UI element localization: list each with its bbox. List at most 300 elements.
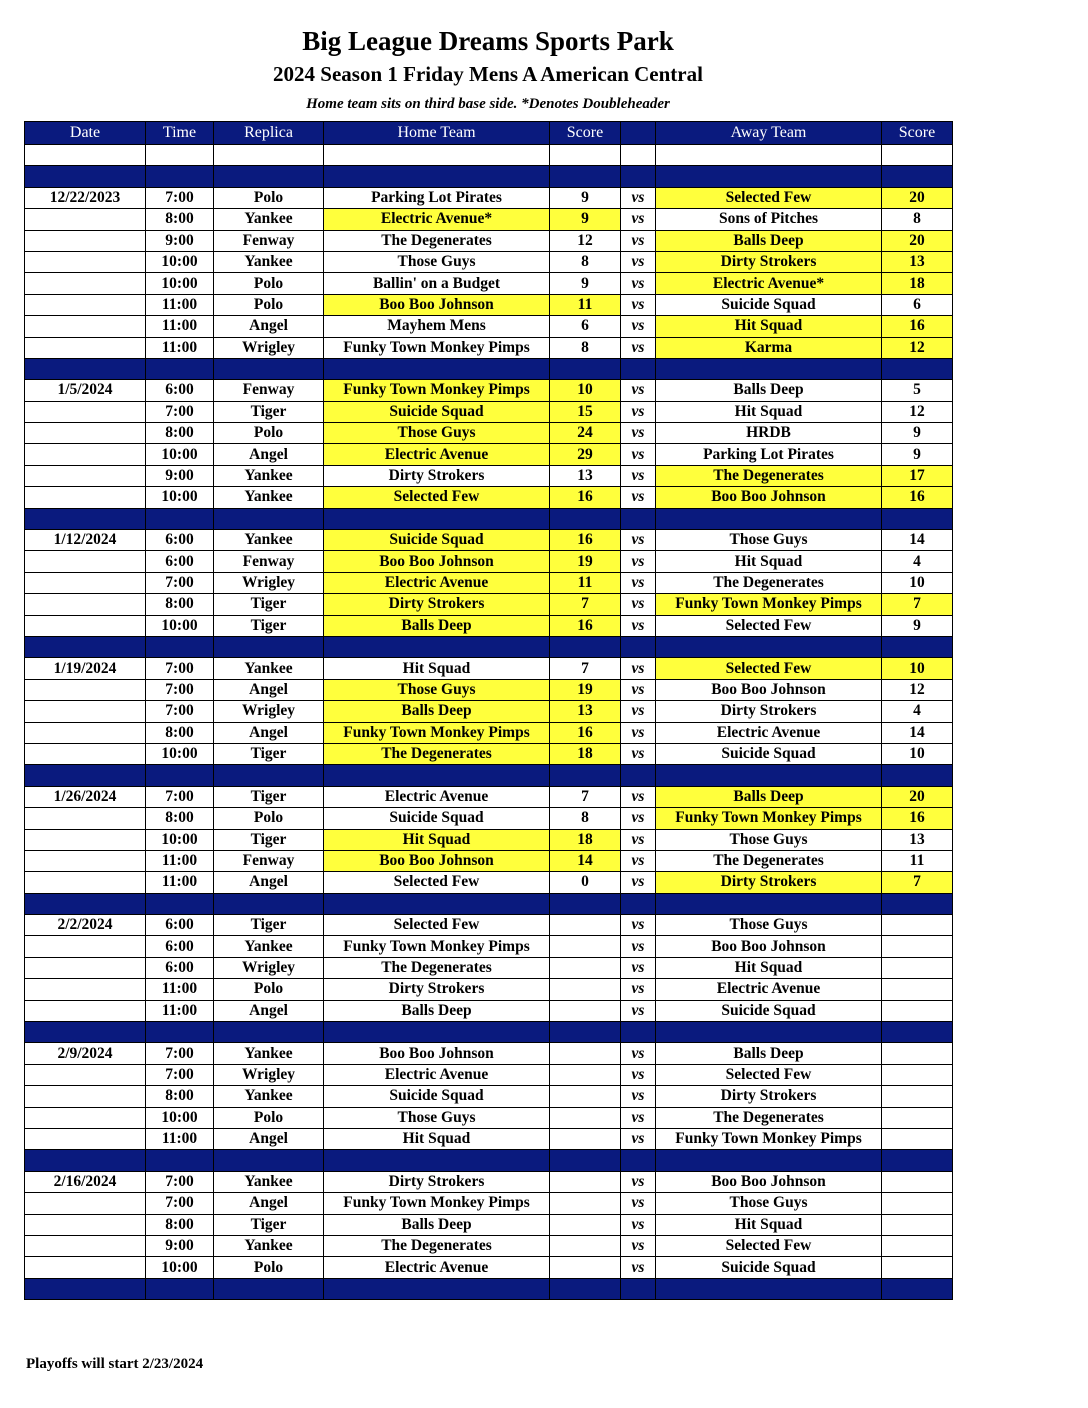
separator-cell xyxy=(882,1278,953,1299)
away-team-cell: Suicide Squad xyxy=(656,743,882,764)
away-team-cell: Suicide Squad xyxy=(656,1257,882,1278)
separator-cell xyxy=(146,358,214,379)
field-cell: Angel xyxy=(214,444,324,465)
away-score-cell: 10 xyxy=(882,658,953,679)
away-team-cell: The Degenerates xyxy=(656,1107,882,1128)
week-separator xyxy=(25,893,953,914)
home-team-cell: Funky Town Monkey Pimps xyxy=(324,337,550,358)
separator-cell xyxy=(882,893,953,914)
field-cell: Tiger xyxy=(214,615,324,636)
week-separator xyxy=(25,166,953,187)
home-team-cell: Boo Boo Johnson xyxy=(324,551,550,572)
field-cell: Wrigley xyxy=(214,337,324,358)
game-row xyxy=(25,1086,953,1107)
date-cell xyxy=(25,936,146,957)
date-cell xyxy=(25,487,146,508)
date-cell xyxy=(25,337,146,358)
home-team-cell: Suicide Squad xyxy=(324,401,550,422)
week-separator xyxy=(25,1022,953,1043)
home-score-cell xyxy=(550,1257,621,1278)
date-cell xyxy=(25,294,146,315)
away-score-cell: 4 xyxy=(882,551,953,572)
date-cell xyxy=(25,209,146,230)
home-score-cell xyxy=(550,1107,621,1128)
away-score-cell: 9 xyxy=(882,423,953,444)
home-team-cell: Funky Town Monkey Pimps xyxy=(324,380,550,401)
vs-cell: vs xyxy=(621,829,656,850)
separator-cell xyxy=(146,893,214,914)
game-row xyxy=(25,465,953,486)
home-team-cell: Boo Boo Johnson xyxy=(324,850,550,871)
separator-cell xyxy=(656,1022,882,1043)
home-score-cell: 8 xyxy=(550,251,621,272)
home-score-cell xyxy=(550,979,621,1000)
away-team-cell: HRDB xyxy=(656,423,882,444)
time-cell: 7:00 xyxy=(146,701,214,722)
game-row xyxy=(25,743,953,764)
time-cell: 11:00 xyxy=(146,979,214,1000)
time-cell: 7:00 xyxy=(146,1171,214,1192)
col-header-away-score: Score xyxy=(882,122,953,145)
separator-cell xyxy=(146,1022,214,1043)
home-score-cell xyxy=(550,936,621,957)
home-score-cell: 12 xyxy=(550,230,621,251)
away-score-cell: 18 xyxy=(882,273,953,294)
separator-cell xyxy=(214,893,324,914)
away-score-cell: 20 xyxy=(882,187,953,208)
home-score-cell: 19 xyxy=(550,551,621,572)
time-cell: 10:00 xyxy=(146,487,214,508)
away-team-cell: Funky Town Monkey Pimps xyxy=(656,1128,882,1149)
field-cell: Polo xyxy=(214,423,324,444)
game-row xyxy=(25,294,953,315)
game-row xyxy=(25,380,953,401)
game-row xyxy=(25,530,953,551)
separator-cell xyxy=(214,358,324,379)
time-cell: 10:00 xyxy=(146,829,214,850)
home-team-cell: Electric Avenue xyxy=(324,572,550,593)
field-cell: Wrigley xyxy=(214,572,324,593)
game-row xyxy=(25,273,953,294)
vs-cell: vs xyxy=(621,230,656,251)
separator-cell xyxy=(550,636,621,657)
field-cell: Yankee xyxy=(214,209,324,230)
page-title: Big League Dreams Sports Park xyxy=(302,26,674,56)
separator-cell xyxy=(656,1150,882,1171)
date-cell xyxy=(25,615,146,636)
week-separator xyxy=(25,508,953,529)
vs-cell: vs xyxy=(621,979,656,1000)
home-score-cell xyxy=(550,957,621,978)
time-cell: 7:00 xyxy=(146,572,214,593)
vs-cell: vs xyxy=(621,465,656,486)
separator-cell xyxy=(621,1278,656,1299)
away-team-cell: Balls Deep xyxy=(656,786,882,807)
game-row xyxy=(25,551,953,572)
away-score-cell xyxy=(882,915,953,936)
field-cell: Angel xyxy=(214,872,324,893)
date-cell: 12/22/2023 xyxy=(25,187,146,208)
separator-cell xyxy=(550,1150,621,1171)
field-cell: Tiger xyxy=(214,594,324,615)
home-score-cell xyxy=(550,1064,621,1085)
away-team-cell: Hit Squad xyxy=(656,957,882,978)
time-cell: 8:00 xyxy=(146,722,214,743)
away-team-cell: Boo Boo Johnson xyxy=(656,1171,882,1192)
home-team-cell: Those Guys xyxy=(324,251,550,272)
away-score-cell: 6 xyxy=(882,294,953,315)
separator-cell xyxy=(621,1022,656,1043)
home-team-cell: Boo Boo Johnson xyxy=(324,294,550,315)
time-cell: 6:00 xyxy=(146,530,214,551)
game-row xyxy=(25,679,953,700)
separator-cell xyxy=(621,166,656,187)
separator-cell xyxy=(882,765,953,786)
away-score-cell: 12 xyxy=(882,401,953,422)
date-cell xyxy=(25,230,146,251)
away-team-cell: Suicide Squad xyxy=(656,294,882,315)
away-score-cell xyxy=(882,957,953,978)
week-separator xyxy=(25,636,953,657)
date-cell: 2/16/2024 xyxy=(25,1171,146,1192)
date-cell xyxy=(25,850,146,871)
vs-cell: vs xyxy=(621,1171,656,1192)
date-cell xyxy=(25,1128,146,1149)
vs-cell: vs xyxy=(621,423,656,444)
vs-cell: vs xyxy=(621,487,656,508)
vs-cell: vs xyxy=(621,530,656,551)
vs-cell: vs xyxy=(621,936,656,957)
field-cell: Wrigley xyxy=(214,701,324,722)
separator-cell xyxy=(214,765,324,786)
separator-cell xyxy=(146,1278,214,1299)
schedule-body xyxy=(25,145,953,1300)
time-cell: 7:00 xyxy=(146,658,214,679)
vs-cell: vs xyxy=(621,915,656,936)
field-cell: Yankee xyxy=(214,487,324,508)
away-score-cell xyxy=(882,1064,953,1085)
date-cell xyxy=(25,979,146,1000)
home-score-cell: 16 xyxy=(550,722,621,743)
vs-cell: vs xyxy=(621,850,656,871)
date-cell xyxy=(25,957,146,978)
game-row xyxy=(25,1000,953,1021)
vs-cell: vs xyxy=(621,209,656,230)
separator-cell xyxy=(25,358,146,379)
away-score-cell: 11 xyxy=(882,850,953,871)
separator-cell xyxy=(882,508,953,529)
home-team-cell: Electric Avenue xyxy=(324,1064,550,1085)
home-score-cell: 18 xyxy=(550,829,621,850)
game-row xyxy=(25,1128,953,1149)
date-cell xyxy=(25,273,146,294)
home-score-cell: 29 xyxy=(550,444,621,465)
field-cell: Yankee xyxy=(214,1171,324,1192)
separator-cell xyxy=(324,1150,550,1171)
game-row xyxy=(25,1043,953,1064)
vs-cell: vs xyxy=(621,273,656,294)
away-team-cell: Dirty Strokers xyxy=(656,1086,882,1107)
home-team-cell: Dirty Strokers xyxy=(324,1171,550,1192)
col-header-away-team: Away Team xyxy=(656,122,882,145)
home-team-cell: Selected Few xyxy=(324,487,550,508)
away-score-cell xyxy=(882,1214,953,1235)
separator-cell xyxy=(656,765,882,786)
home-team-cell: Boo Boo Johnson xyxy=(324,1043,550,1064)
game-row xyxy=(25,979,953,1000)
time-cell: 8:00 xyxy=(146,808,214,829)
field-cell: Angel xyxy=(214,1128,324,1149)
away-score-cell: 10 xyxy=(882,572,953,593)
separator-cell xyxy=(214,1022,324,1043)
separator-cell xyxy=(25,636,146,657)
away-team-cell: Hit Squad xyxy=(656,1214,882,1235)
home-team-cell: Those Guys xyxy=(324,423,550,444)
vs-cell: vs xyxy=(621,743,656,764)
game-row xyxy=(25,936,953,957)
date-cell: 2/9/2024 xyxy=(25,1043,146,1064)
vs-cell: vs xyxy=(621,251,656,272)
date-cell xyxy=(25,1064,146,1085)
time-cell: 6:00 xyxy=(146,915,214,936)
home-score-cell: 16 xyxy=(550,530,621,551)
away-team-cell: Hit Squad xyxy=(656,401,882,422)
away-team-cell: Karma xyxy=(656,337,882,358)
home-team-cell: Hit Squad xyxy=(324,1128,550,1149)
field-cell: Fenway xyxy=(214,230,324,251)
vs-cell: vs xyxy=(621,808,656,829)
vs-cell: vs xyxy=(621,1064,656,1085)
away-team-cell: The Degenerates xyxy=(656,572,882,593)
field-cell: Angel xyxy=(214,1193,324,1214)
home-score-cell: 13 xyxy=(550,465,621,486)
time-cell: 11:00 xyxy=(146,872,214,893)
time-cell: 10:00 xyxy=(146,743,214,764)
away-score-cell: 16 xyxy=(882,808,953,829)
separator-cell xyxy=(25,765,146,786)
home-team-cell: Dirty Strokers xyxy=(324,979,550,1000)
game-row xyxy=(25,1193,953,1214)
week-separator xyxy=(25,1278,953,1299)
date-cell: 1/5/2024 xyxy=(25,380,146,401)
away-score-cell xyxy=(882,1128,953,1149)
away-score-cell xyxy=(882,1235,953,1256)
date-cell xyxy=(25,1107,146,1128)
home-team-cell: Funky Town Monkey Pimps xyxy=(324,1193,550,1214)
time-cell: 9:00 xyxy=(146,230,214,251)
field-cell: Polo xyxy=(214,187,324,208)
blank-cell xyxy=(146,145,214,166)
date-cell xyxy=(25,444,146,465)
blank-cell xyxy=(324,145,550,166)
field-cell: Polo xyxy=(214,273,324,294)
separator-cell xyxy=(882,358,953,379)
separator-cell xyxy=(656,508,882,529)
separator-cell xyxy=(214,166,324,187)
separator-cell xyxy=(656,358,882,379)
game-row xyxy=(25,658,953,679)
home-team-cell: Balls Deep xyxy=(324,615,550,636)
header-row xyxy=(25,122,953,145)
date-cell xyxy=(25,1235,146,1256)
blank-cell xyxy=(882,145,953,166)
game-row xyxy=(25,251,953,272)
separator-cell xyxy=(656,166,882,187)
game-row xyxy=(25,915,953,936)
vs-cell: vs xyxy=(621,187,656,208)
date-cell xyxy=(25,551,146,572)
away-score-cell: 7 xyxy=(882,594,953,615)
away-score-cell xyxy=(882,1171,953,1192)
separator-cell xyxy=(882,1150,953,1171)
away-score-cell: 16 xyxy=(882,487,953,508)
schedule-table xyxy=(24,121,953,1300)
separator-cell xyxy=(25,1022,146,1043)
blank-row xyxy=(25,145,953,166)
field-cell: Tiger xyxy=(214,401,324,422)
home-team-cell: Funky Town Monkey Pimps xyxy=(324,722,550,743)
date-cell xyxy=(25,251,146,272)
field-cell: Yankee xyxy=(214,1086,324,1107)
home-score-cell: 7 xyxy=(550,658,621,679)
home-score-cell: 9 xyxy=(550,209,621,230)
home-team-cell: Suicide Squad xyxy=(324,808,550,829)
time-cell: 7:00 xyxy=(146,679,214,700)
date-cell xyxy=(25,1257,146,1278)
date-cell: 2/2/2024 xyxy=(25,915,146,936)
home-score-cell xyxy=(550,1214,621,1235)
home-score-cell: 14 xyxy=(550,850,621,871)
separator-cell xyxy=(25,893,146,914)
away-team-cell: Selected Few xyxy=(656,187,882,208)
vs-cell: vs xyxy=(621,1214,656,1235)
home-score-cell: 8 xyxy=(550,808,621,829)
away-score-cell: 14 xyxy=(882,722,953,743)
game-row xyxy=(25,872,953,893)
away-team-cell: Suicide Squad xyxy=(656,1000,882,1021)
home-score-cell: 0 xyxy=(550,872,621,893)
home-team-cell: Selected Few xyxy=(324,872,550,893)
game-row xyxy=(25,209,953,230)
away-team-cell: Balls Deep xyxy=(656,230,882,251)
away-score-cell xyxy=(882,1257,953,1278)
col-header-replica: Replica xyxy=(214,122,324,145)
game-row xyxy=(25,572,953,593)
time-cell: 9:00 xyxy=(146,465,214,486)
game-row xyxy=(25,487,953,508)
time-cell: 8:00 xyxy=(146,1086,214,1107)
blank-cell xyxy=(550,145,621,166)
field-cell: Yankee xyxy=(214,658,324,679)
separator-cell xyxy=(146,166,214,187)
time-cell: 6:00 xyxy=(146,551,214,572)
separator-cell xyxy=(550,358,621,379)
date-cell xyxy=(25,872,146,893)
home-team-cell: Balls Deep xyxy=(324,1000,550,1021)
away-team-cell: Boo Boo Johnson xyxy=(656,487,882,508)
home-score-cell: 6 xyxy=(550,316,621,337)
away-team-cell: Those Guys xyxy=(656,530,882,551)
separator-cell xyxy=(882,1022,953,1043)
time-cell: 10:00 xyxy=(146,251,214,272)
date-cell xyxy=(25,701,146,722)
away-score-cell: 9 xyxy=(882,444,953,465)
game-row xyxy=(25,444,953,465)
game-row xyxy=(25,701,953,722)
home-team-cell: Balls Deep xyxy=(324,701,550,722)
vs-cell: vs xyxy=(621,444,656,465)
time-cell: 8:00 xyxy=(146,423,214,444)
week-separator xyxy=(25,358,953,379)
time-cell: 11:00 xyxy=(146,337,214,358)
field-cell: Fenway xyxy=(214,850,324,871)
away-team-cell: Funky Town Monkey Pimps xyxy=(656,808,882,829)
week-separator xyxy=(25,1150,953,1171)
away-score-cell xyxy=(882,979,953,1000)
away-team-cell: Boo Boo Johnson xyxy=(656,936,882,957)
home-team-cell: Hit Squad xyxy=(324,829,550,850)
away-team-cell: Dirty Strokers xyxy=(656,701,882,722)
game-row xyxy=(25,187,953,208)
separator-cell xyxy=(324,508,550,529)
separator-cell xyxy=(550,1278,621,1299)
vs-cell: vs xyxy=(621,786,656,807)
field-cell: Tiger xyxy=(214,786,324,807)
away-team-cell: Electric Avenue xyxy=(656,722,882,743)
home-team-cell: The Degenerates xyxy=(324,957,550,978)
time-cell: 10:00 xyxy=(146,1107,214,1128)
time-cell: 7:00 xyxy=(146,1193,214,1214)
separator-cell xyxy=(656,1278,882,1299)
game-row xyxy=(25,1171,953,1192)
separator-cell xyxy=(621,765,656,786)
vs-cell: vs xyxy=(621,294,656,315)
separator-cell xyxy=(656,893,882,914)
field-cell: Tiger xyxy=(214,1214,324,1235)
separator-cell xyxy=(621,508,656,529)
away-team-cell: The Degenerates xyxy=(656,850,882,871)
time-cell: 10:00 xyxy=(146,615,214,636)
home-team-cell: The Degenerates xyxy=(324,743,550,764)
game-row xyxy=(25,786,953,807)
field-cell: Polo xyxy=(214,808,324,829)
date-cell xyxy=(25,722,146,743)
home-score-cell: 15 xyxy=(550,401,621,422)
home-score-cell: 7 xyxy=(550,786,621,807)
date-cell xyxy=(25,594,146,615)
away-team-cell: Funky Town Monkey Pimps xyxy=(656,594,882,615)
home-score-cell: 18 xyxy=(550,743,621,764)
vs-cell: vs xyxy=(621,594,656,615)
home-score-cell: 9 xyxy=(550,273,621,294)
field-cell: Tiger xyxy=(214,915,324,936)
time-cell: 7:00 xyxy=(146,401,214,422)
home-score-cell: 16 xyxy=(550,615,621,636)
separator-cell xyxy=(882,636,953,657)
vs-cell: vs xyxy=(621,337,656,358)
vs-cell: vs xyxy=(621,572,656,593)
home-team-cell: Electric Avenue xyxy=(324,444,550,465)
home-score-cell xyxy=(550,915,621,936)
home-team-cell: Suicide Squad xyxy=(324,530,550,551)
date-cell xyxy=(25,316,146,337)
away-score-cell: 8 xyxy=(882,209,953,230)
game-row xyxy=(25,850,953,871)
vs-cell: vs xyxy=(621,401,656,422)
vs-cell: vs xyxy=(621,1235,656,1256)
home-score-cell: 10 xyxy=(550,380,621,401)
field-cell: Angel xyxy=(214,1000,324,1021)
